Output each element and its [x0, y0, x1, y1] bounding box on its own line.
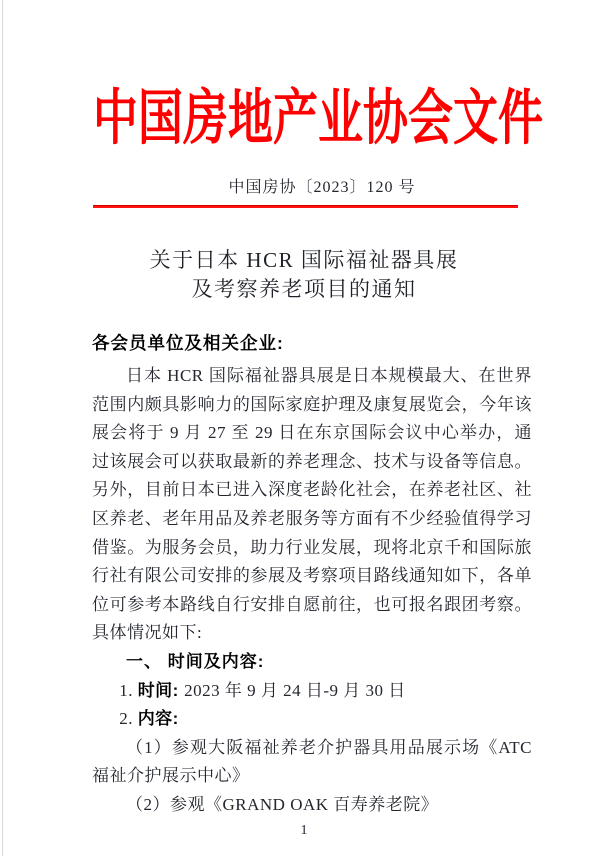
item-time-number: 1.	[119, 680, 138, 700]
item-content	[92, 705, 532, 734]
section-heading-time-and-content: 一、 时间及内容:	[126, 651, 265, 671]
sub-item-grand-oak: （2）参观《GRAND OAK 百寿养老院》	[126, 794, 439, 814]
page-number: 1	[300, 822, 308, 838]
intro-paragraph: 日本 HCR 国际福祉器具展是日本规模最大、在世界范围内颇具影响力的国际家庭护理及康复展览会，今年该展会将于 9 月 27 至 29 日在东京国际会议中心举办，通过该展会可以获取最新的养老理念、技术与设备等信息。另外，目前日本已进入深度老龄化社会，在养老社区、社区养老、老年用品及养老服务等方面有不少经验值得学习借鉴。为服务会员，助力行业发展，现将北京千和国际旅行社有限公司安排的参展及考察项目路线通知如下，各单位可参考本路线自行安排自愿前往，也可报名跟团考察。具体情况如下:	[92, 366, 532, 643]
item-time	[92, 677, 532, 706]
salutation: 各会员单位及相关企业:	[92, 333, 284, 353]
item-content-number: 2.	[119, 709, 138, 729]
masthead	[0, 0, 608, 153]
item-time-label: 时间:	[137, 680, 185, 700]
notice-title-line2: 及考察养老项目的通知	[191, 277, 417, 301]
notice-title-line1: 关于日本 HCR 国际福祉器具展	[149, 248, 459, 272]
document-number: 中国房协〔2023〕120 号	[228, 179, 416, 196]
body-text	[92, 362, 532, 820]
item-content-label: 内容:	[137, 709, 179, 729]
notice-title	[0, 246, 608, 304]
sub-item-atc-center: （1）参观大阪福祉养老介护器具用品展示场《ATC 福祉介护展示中心》	[92, 737, 532, 786]
red-divider-rule	[93, 205, 518, 208]
masthead-title: 中国房地产业协会文件	[92, 85, 543, 153]
item-time-value: 2023 年 9 月 24 日-9 月 30 日	[184, 680, 406, 700]
page-edge-line	[2, 0, 3, 856]
